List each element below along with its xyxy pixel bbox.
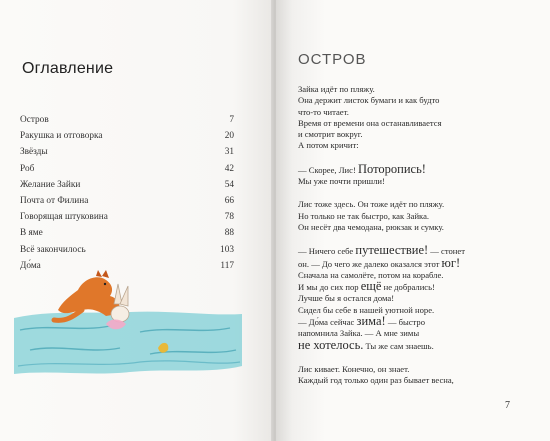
text-line	[298, 281, 530, 293]
text-span: Ты же сам знаешь.	[363, 340, 434, 351]
text-line: Каждый год только один раз бывает весна,	[298, 375, 454, 386]
toc-item[interactable]	[20, 128, 234, 144]
toc-item-label: Всё закончилось	[20, 244, 86, 255]
text-line: Зайка идёт по пляжу.	[298, 84, 375, 94]
text-line	[298, 161, 530, 176]
toc-item[interactable]	[20, 177, 234, 193]
text-line	[298, 255, 530, 270]
text-span: — быстро	[385, 317, 425, 328]
emphasis-word: не хотелось.	[298, 337, 364, 352]
text-line: Лис кивает. Конечно, он знает.	[298, 363, 410, 374]
text-line: Она держит листок бумаги и как будто	[298, 95, 440, 106]
text-line: А потом кричит:	[298, 140, 359, 151]
chapter-text	[298, 84, 530, 387]
toc-item-page: 7	[229, 115, 234, 125]
toc-item[interactable]	[20, 144, 234, 160]
toc-list	[20, 112, 234, 274]
toc-item[interactable]	[20, 193, 234, 209]
toc-title: Оглавление	[22, 60, 114, 77]
toc-item[interactable]	[20, 112, 234, 128]
text-line: Сначала на самолёте, потом на корабле.	[298, 269, 444, 280]
text-span: И мы до сих пор	[298, 282, 361, 293]
toc-item-label: Ракушка и отговорка	[20, 131, 103, 142]
toc-item-label: В яме	[20, 228, 43, 239]
toc-item[interactable]	[20, 161, 234, 177]
toc-item-page: 78	[224, 212, 234, 223]
toc-item-page: 117	[220, 260, 234, 271]
text-line: Время от времени она останавливается	[298, 117, 442, 128]
text-line	[298, 316, 530, 328]
emphasis-word: зима!	[356, 314, 386, 329]
toc-item-label: Почта от Филина	[20, 196, 89, 207]
toc-item-label: Звёзды	[20, 147, 48, 158]
page-number: 7	[505, 400, 510, 411]
text-line	[298, 245, 530, 257]
text-span: — Ничего себе	[298, 246, 356, 257]
toc-item-page: 42	[224, 163, 234, 174]
text-line: Мы уже почти пришли!	[298, 176, 385, 187]
text-span: не добрались!	[381, 282, 435, 293]
toc-item[interactable]	[20, 209, 234, 225]
emphasis-word: юг!	[441, 255, 461, 270]
text-line: Он несёт два чемодана, рюкзак и сумку.	[298, 221, 444, 232]
toc-item-label: До́ма	[20, 260, 41, 271]
toc-item-label: Желание Зайки	[20, 179, 81, 190]
text-line: Лучше бы я остался дома!	[298, 293, 395, 304]
toc-item-label: Остров	[20, 115, 49, 125]
toc-item-label: Роб	[20, 163, 35, 174]
toc-item-page: 54	[224, 179, 234, 190]
text-span: — стонет	[428, 246, 465, 257]
toc-item-page: 31	[224, 147, 234, 158]
chapter-title: ОСТРОВ	[298, 51, 367, 68]
toc-item-page: 103	[220, 244, 234, 255]
text-line: что-то читает.	[298, 106, 349, 117]
fox-and-bunny-swimming-illustration	[10, 270, 250, 390]
text-line: и смотрит вокруг.	[298, 129, 363, 140]
toc-item[interactable]	[20, 242, 234, 258]
text-line: Лис тоже здесь. Он тоже идёт по пляжу.	[298, 199, 445, 210]
toc-item-page: 20	[224, 131, 234, 142]
emphasis-word: Поторопись!	[357, 161, 426, 176]
left-page	[0, 0, 274, 441]
text-line	[298, 337, 530, 352]
toc-item[interactable]	[20, 225, 234, 241]
emphasis-word: ещё	[360, 279, 382, 294]
text-span: — До́ма сейчас	[298, 317, 357, 328]
text-line: Но только не так быстро, как Зайка.	[298, 210, 430, 221]
toc-item-page: 66	[224, 196, 234, 207]
toc-item-page: 88	[224, 228, 234, 239]
text-line: Сидел бы себе в нашей уютной норе.	[298, 304, 435, 315]
text-line: напомнила Зайка. — А мне зимы	[298, 328, 420, 339]
text-span: — Скорее, Лис!	[298, 164, 358, 175]
emphasis-word: путешествие!	[355, 243, 429, 258]
toc-item-label: Говорящая штуковина	[20, 212, 108, 223]
text-span: он. — До чего же далеко оказался этот	[298, 258, 442, 269]
